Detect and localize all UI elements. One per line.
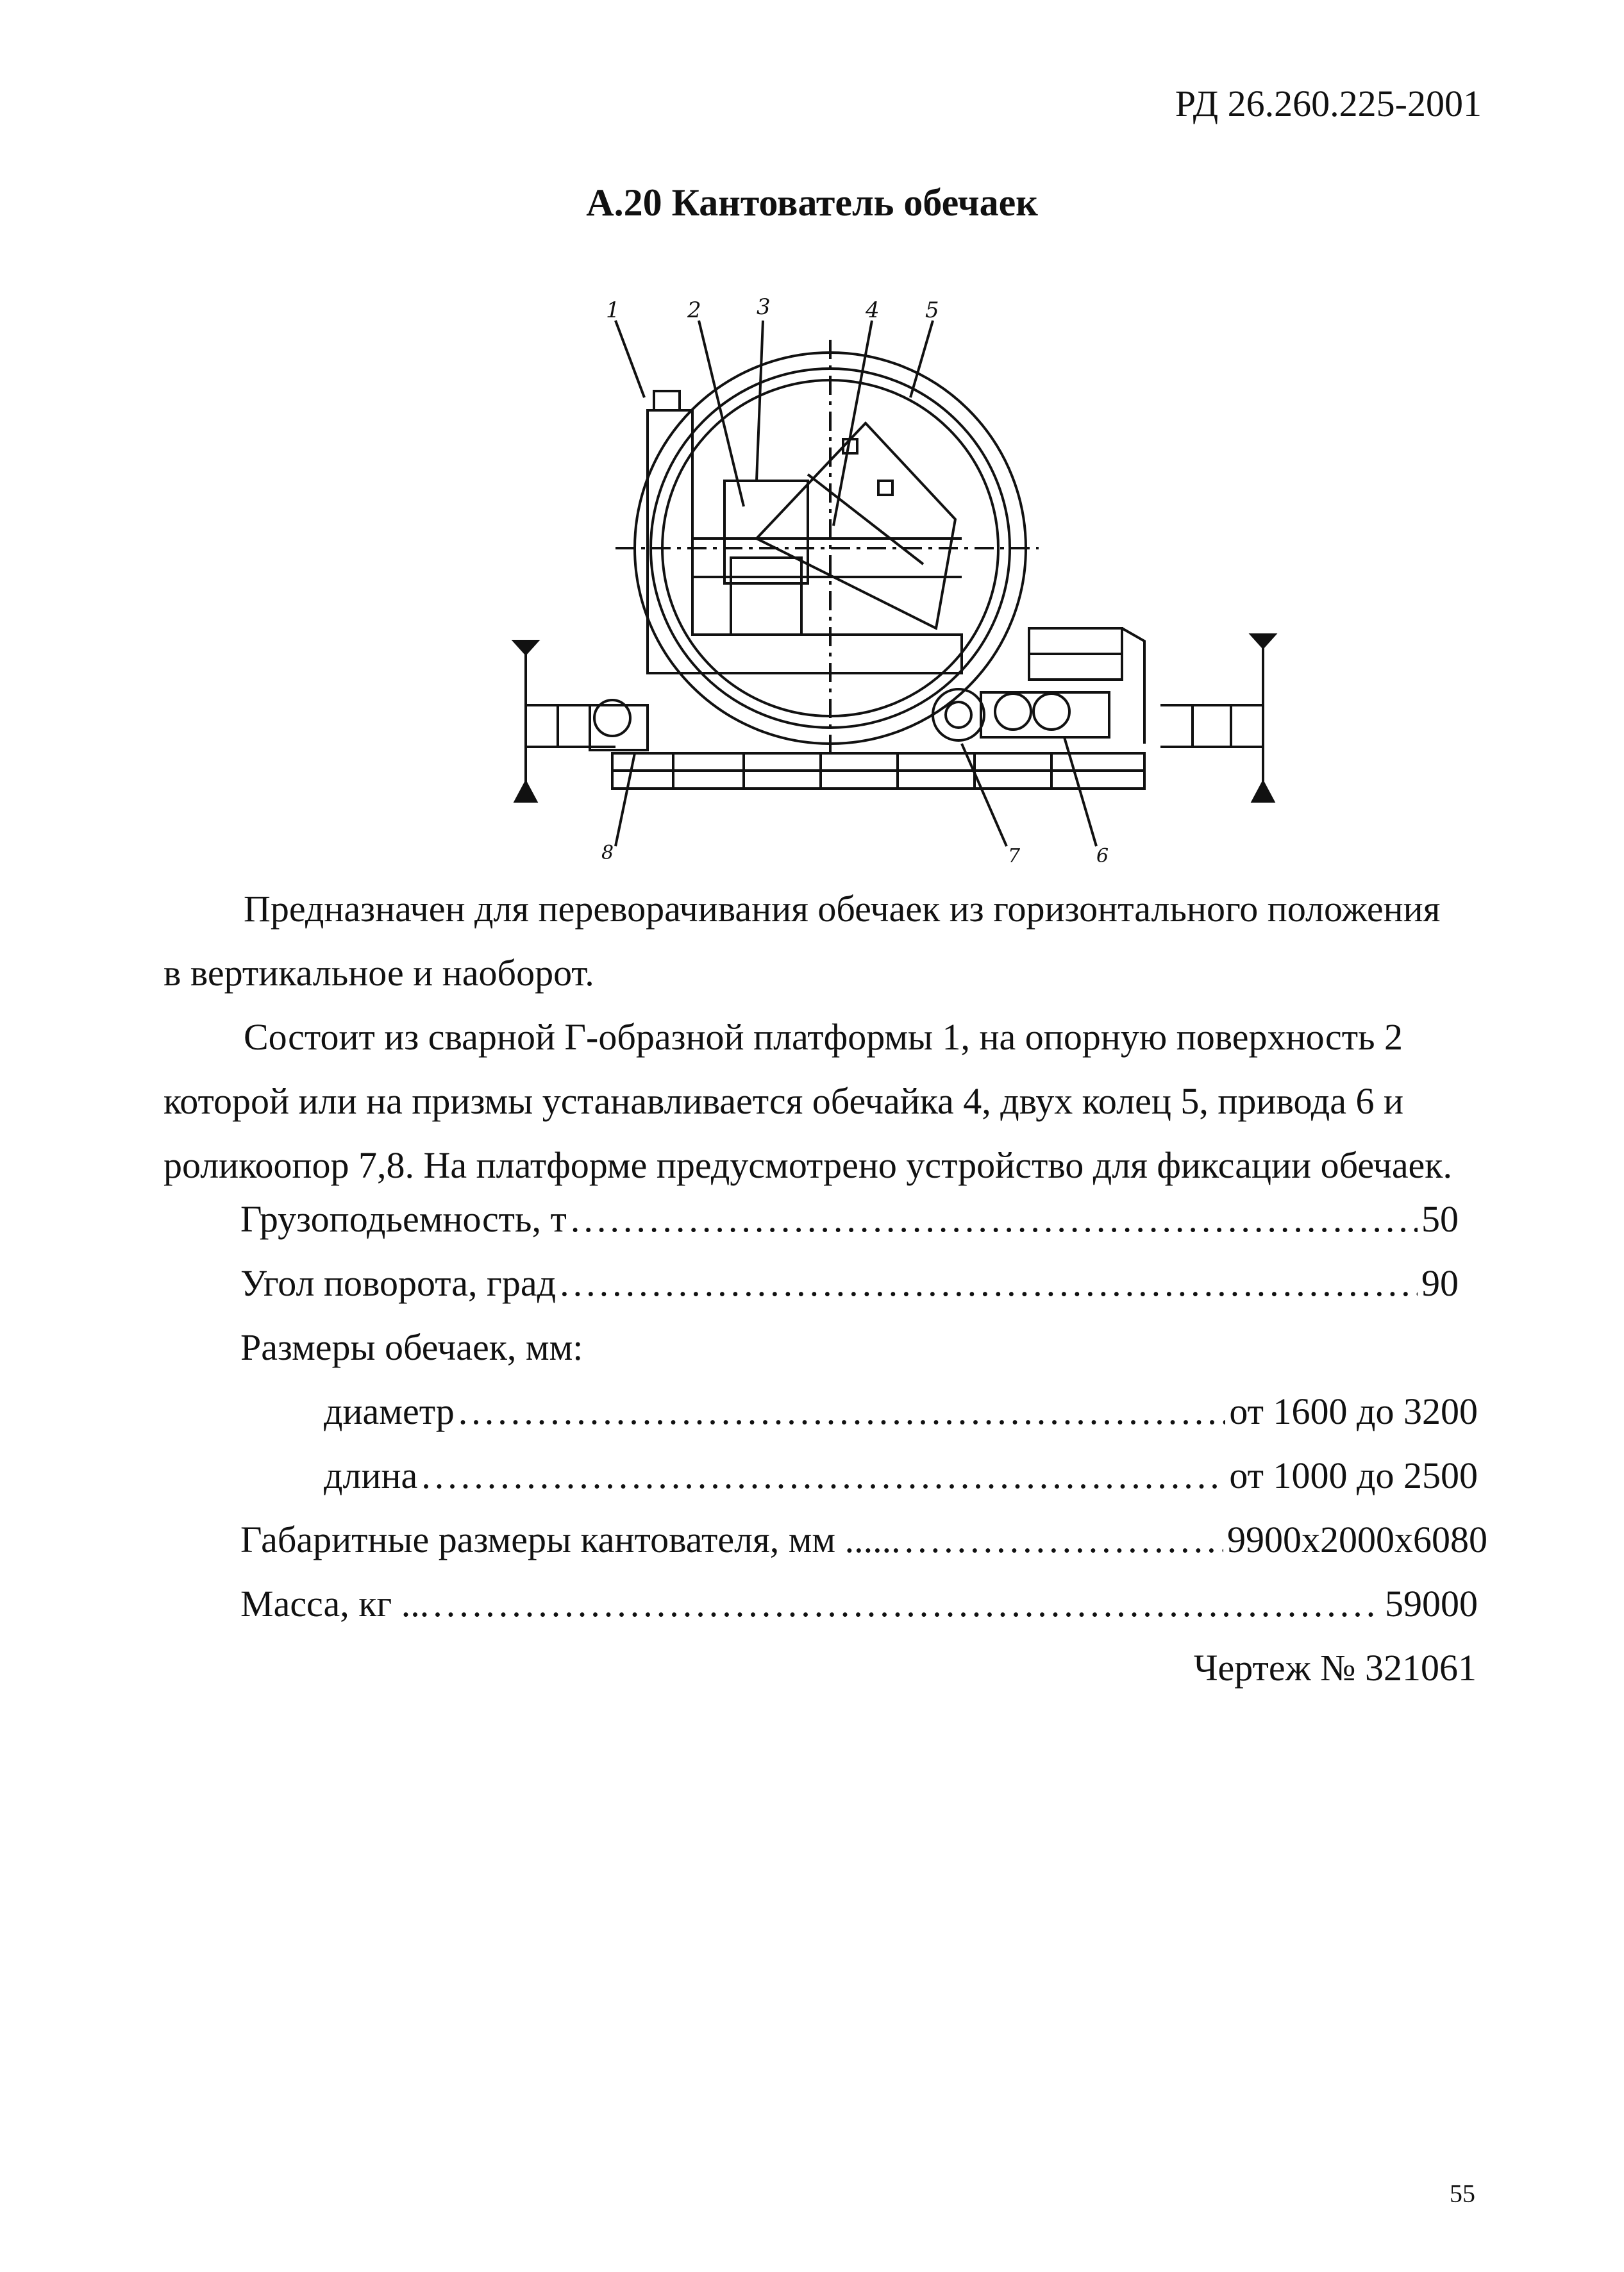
callout-6: 6 <box>1096 845 1109 867</box>
page-number: 55 <box>1450 2179 1475 2208</box>
callout-7: 7 <box>1008 845 1021 867</box>
callout-5: 5 <box>925 297 939 323</box>
callout-8: 8 <box>601 842 614 864</box>
callout-2: 2 <box>687 297 701 323</box>
spec-rotation: Угол поворота, град ..... 90 <box>240 1262 1459 1305</box>
spec-overall-size: Габаритные размеры кантователя, мм ...... ..... 9900х2000х6080 <box>240 1518 1487 1561</box>
spec-mass: Масса, кг ... ..... 59000 <box>240 1582 1478 1625</box>
tilter-drawing <box>487 295 1295 872</box>
section-title: А.20 Кантователь обечаек <box>586 181 1038 224</box>
callout-4: 4 <box>866 297 880 323</box>
document-code: РД 26.260.225-2001 <box>1175 83 1482 124</box>
purpose-paragraph: Предназначен для переворачивания обечаек из горизонтального положения в вертикальное и наоборот. <box>163 888 1441 994</box>
spec-shell-sizes-label: Размеры обечаек, мм: <box>240 1326 583 1368</box>
spec-capacity: Грузоподьемность, т ..... 50 <box>240 1198 1459 1240</box>
callout-3: 3 <box>757 295 771 320</box>
drawing-reference: Чертеж № 321061 <box>1193 1647 1477 1689</box>
callout-1: 1 <box>606 297 620 323</box>
spec-length: длина ..... от 1000 до 2500 <box>324 1454 1478 1497</box>
composition-paragraph: Состоит из сварной Г-образной платформы 1, на опорную поверхность 2 которой или на призмы устанавливается обечайка 4, двух колец 5, привода 6 и роликоопор 7,8. На платформе предусмотрено устройство для фиксации обечаек. <box>163 1016 1452 1186</box>
spec-diameter: диаметр ..... от 1600 до 3200 <box>324 1390 1478 1433</box>
